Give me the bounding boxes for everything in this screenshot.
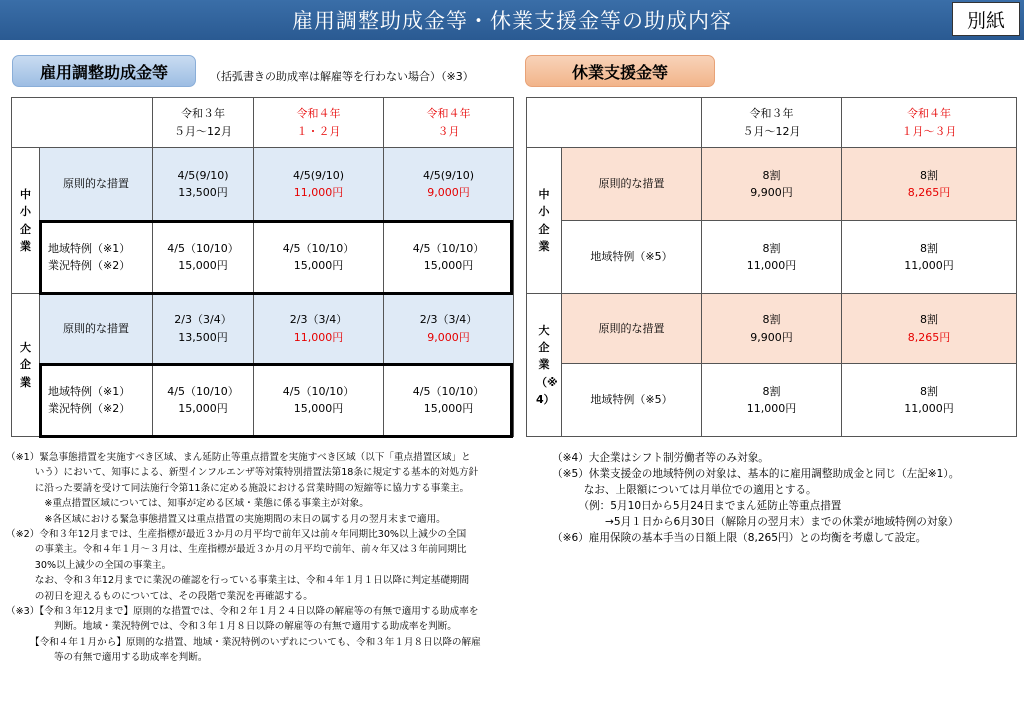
left-section-note: （括弧書きの助成率は解雇等を行わない場合）（※3） — [210, 70, 474, 83]
left-section-label: 雇用調整助成金等 — [12, 55, 196, 87]
left-col-line2: ５月～12月 — [174, 124, 232, 138]
group-label: 大企業 — [12, 294, 40, 437]
rate-cell: 8割 9,900円 — [702, 148, 842, 221]
row-label: 原則的な措置 — [40, 148, 153, 221]
right-table — [526, 97, 1017, 437]
rate-cell: 4/5（10/10） 15,000円 — [384, 221, 514, 294]
attachment-tag: 別紙 — [952, 2, 1020, 36]
footnote-line: 30%以上減少の全国の事業主。 — [6, 559, 172, 571]
rate-cell: 2/3（3/4） 13,500円 — [153, 294, 254, 364]
rate-cell: 4/5（10/10） 15,000円 — [153, 364, 254, 437]
rate-cell: 8割 11,000円 — [702, 221, 842, 294]
footnote-line: →5月１日から6月30日（解除月の翌月末）までの休業が地域特例の対象） — [552, 516, 959, 528]
footnote-line: に沿った要請を受けて同法施行令第11条に定める施設における営業時間の短縮等に協力する事業主。 — [6, 482, 470, 494]
table-row — [527, 221, 1017, 294]
row-label: 地域特例（※1） 業況特例（※2） — [40, 221, 153, 294]
right-col-line1: 令和４年 — [907, 107, 951, 121]
footnote-line: ※重点措置区域については、知事が定める区域・業態に係る事業主が対象。 — [6, 498, 369, 510]
left-col-line2: ３月 — [437, 124, 460, 138]
footnote-line: の初日を迎えるものについては、その段階で業況を再確認する。 — [6, 590, 313, 602]
rate-cell: 8割 11,000円 — [842, 364, 1017, 437]
row-label: 地域特例（※1） 業況特例（※2） — [40, 364, 153, 437]
table-row — [527, 364, 1017, 437]
rate-cell: 4/5（10/10） 15,000円 — [153, 221, 254, 294]
rate-cell: 2/3（3/4） 9,000円 — [384, 294, 514, 364]
rate-cell: 4/5(9/10) 9,000円 — [384, 148, 514, 221]
right-col-header — [702, 98, 842, 148]
table-row — [12, 148, 514, 221]
footnote-line: 等の有無で適用する助成率を判断。 — [6, 652, 208, 664]
row-label: 原則的な措置 — [562, 294, 702, 364]
group-label: 大企業（※4） — [527, 294, 562, 437]
left-col-line2: １・２月 — [296, 124, 341, 138]
table-row — [527, 148, 1017, 221]
right-col-header — [842, 98, 1017, 148]
right-header-row — [527, 98, 1017, 148]
rate-cell: 4/5（10/10） 15,000円 — [254, 221, 384, 294]
rate-cell: 8割 8,265円 — [842, 148, 1017, 221]
rate-cell: 8割 11,000円 — [842, 221, 1017, 294]
rate-cell: 4/5(9/10) 13,500円 — [153, 148, 254, 221]
row-label: 原則的な措置 — [40, 294, 153, 364]
footnote-line: （※4）大企業はシフト制労働者等のみ対象。 — [552, 452, 769, 464]
footnote-line: の事業主。令和４年１月～３月は、生産指標が最近３か月の月平均で前年、前々年又は３年前同期比 — [6, 544, 467, 556]
rate-cell: 4/5（10/10） 15,000円 — [254, 364, 384, 437]
page-title: 雇用調整助成金等・休業支援金等の助成内容 — [292, 9, 732, 33]
footnote-line: 【令和４年１月から】原則的な措置、地域・業況特例のいずれについても、令和３年１月８日以降の解雇 — [6, 636, 481, 648]
group-label: 中小企業 — [527, 148, 562, 294]
left-col-header — [153, 98, 254, 148]
right-col-line1: 令和３年 — [749, 107, 794, 121]
group-label: 中小企業 — [12, 148, 40, 294]
rate-cell: 4/5（10/10） 15,000円 — [384, 364, 514, 437]
rate-cell: 2/3（3/4） 11,000円 — [254, 294, 384, 364]
right-section-label: 休業支援金等 — [525, 55, 715, 87]
left-header-row — [12, 98, 514, 148]
footnote-line: （※3）【令和３年12月まで】原則的な措置では、令和２年１月２４日以降の解雇等の有無で適用する助成率を — [6, 606, 479, 618]
footnote-line: （※5）休業支援金の地域特例の対象は、基本的に雇用調整助成金と同じ（左記※1）。 — [552, 468, 960, 480]
left-col-header — [254, 98, 384, 148]
footnote-line: （例：5月10日から5月24日までまん延防止等重点措置 — [552, 500, 842, 512]
rate-cell: 8割 9,900円 — [702, 294, 842, 364]
footnote-line: なお、令和３年12月までに業況の確認を行っている事業主は、令和４年１月１日以降に判定基礎期間 — [6, 575, 470, 587]
right-col-line2: ５月～12月 — [742, 124, 801, 138]
footnote-line: ※各区域における緊急事態措置又は重点措置の実施期間の末日の属する月の翌月末まで適用。 — [6, 513, 446, 525]
row-label: 地域特例（※5） — [562, 364, 702, 437]
footnotes-left — [6, 450, 481, 666]
footnote-line: （※1）緊急事態措置を実施すべき区域、まん延防止等重点措置を実施すべき区域（以下「重点措置区域」と — [6, 452, 471, 463]
table-row — [12, 364, 514, 437]
title-bar — [0, 0, 1024, 40]
table-row — [527, 294, 1017, 364]
left-col-line1: 令和４年 — [296, 107, 341, 121]
table-row — [12, 294, 514, 364]
rate-cell: 4/5(9/10) 11,000円 — [254, 148, 384, 221]
right-header-blank — [527, 98, 702, 148]
left-table — [11, 97, 514, 437]
rate-cell: 8割 8,265円 — [842, 294, 1017, 364]
left-col-line1: 令和４年 — [426, 107, 471, 121]
right-col-line2: １月～３月 — [901, 124, 957, 138]
footnote-line: いう）において、知事による、新型インフルエンザ等対策特別措置法第18条に規定する基本的対処方針 — [6, 467, 479, 479]
footnote-line: なお、上限額については月単位での適用とする。 — [552, 484, 817, 496]
left-col-header — [384, 98, 514, 148]
left-col-line1: 令和３年 — [181, 107, 225, 121]
footnote-line: 判断。地域・業況特例では、令和３年１月８日以降の解雇等の有無で適用する助成率を判断。 — [6, 621, 457, 633]
row-label: 地域特例（※5） — [562, 221, 702, 294]
table-row — [12, 221, 514, 294]
footnote-line: （※6）雇用保険の基本手当の日額上限（8,265円）との均衡を考慮して設定。 — [552, 532, 927, 544]
footnote-line: （※2）令和３年12月までは、生産指標が最近３か月の月平均で前年又は前々年同期比30%以上減少の全国 — [6, 529, 467, 541]
rate-cell: 8割 11,000円 — [702, 364, 842, 437]
row-label: 原則的な措置 — [562, 148, 702, 221]
footnotes-right — [552, 450, 959, 546]
left-header-blank — [12, 98, 153, 148]
